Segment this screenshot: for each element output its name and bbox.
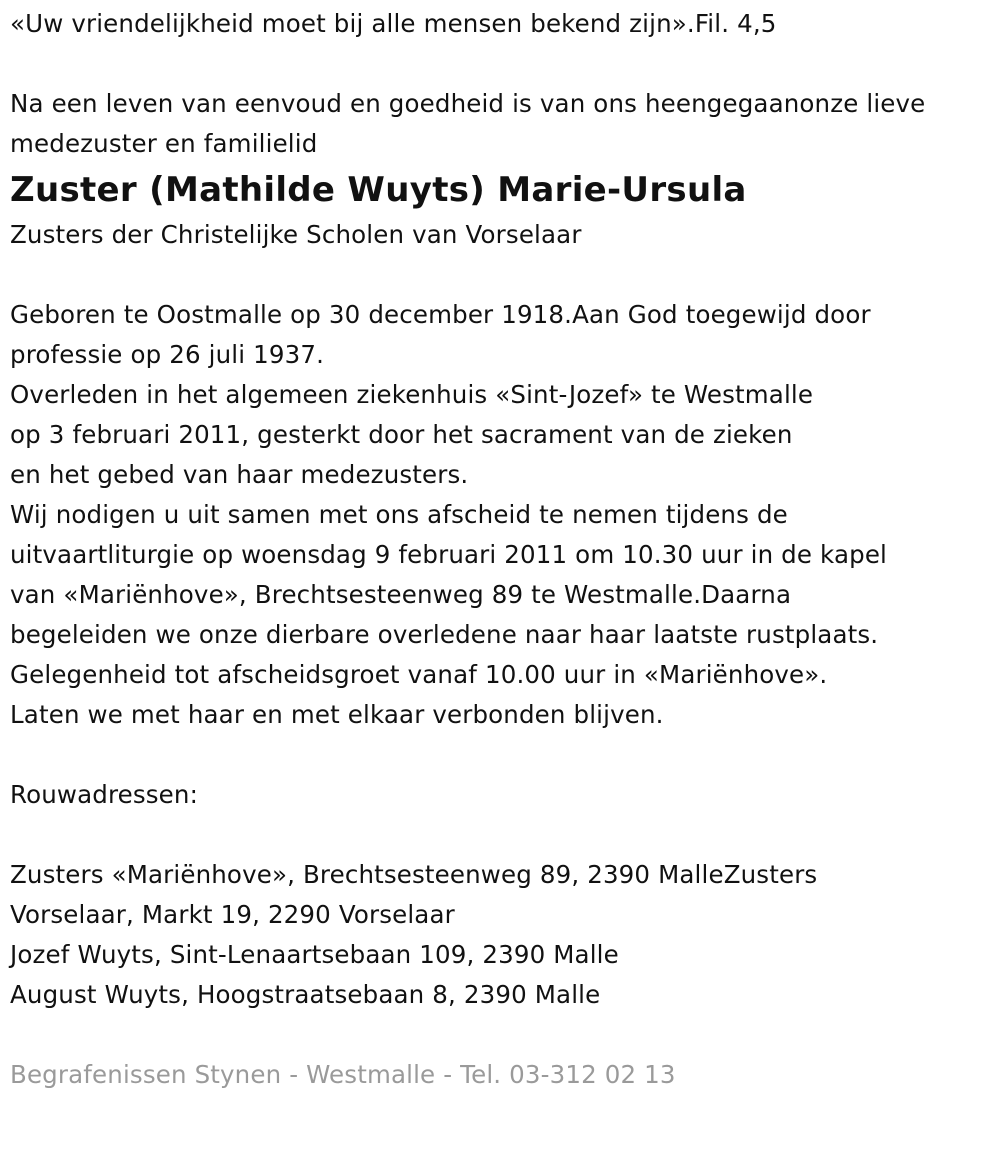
death-notice <box>10 4 995 1095</box>
spacer <box>10 1015 995 1055</box>
details-line: Wij nodigen u uit samen met ons afscheid te nemen tijdens de <box>10 500 788 529</box>
details-line: professie op 26 juli 1937. <box>10 340 325 369</box>
address-line: Zusters «Mariënhove», Brechtsesteenweg 89, 2390 MalleZusters <box>10 860 818 889</box>
details-line: Gelegenheid tot afscheidsgroet vanaf 10.00 uur in «Mariënhove». <box>10 660 828 689</box>
details-line: Overleden in het algemeen ziekenhuis «Sint-Jozef» te Westmalle <box>10 380 814 409</box>
addresses-heading: Rouwadressen: <box>10 780 198 809</box>
address-line: Vorselaar, Markt 19, 2290 Vorselaar <box>10 900 455 929</box>
spacer <box>10 44 995 84</box>
intro-line: medezuster en familielid <box>10 129 318 158</box>
address-line: August Wuyts, Hoogstraatsebaan 8, 2390 Malle <box>10 980 601 1009</box>
congregation: Zusters der Christelijke Scholen van Vorselaar <box>10 220 582 249</box>
details-line: van «Mariënhove», Brechtsesteenweg 89 te Westmalle.Daarna <box>10 580 792 609</box>
address-line: Jozef Wuyts, Sint-Lenaartsebaan 109, 2390 Malle <box>10 940 619 969</box>
intro-line: Na een leven van eenvoud en goedheid is van ons heengegaanonze lieve <box>10 89 926 118</box>
details-line: uitvaartliturgie op woensdag 9 februari 2011 om 10.30 uur in de kapel <box>10 540 888 569</box>
details-line: begeleiden we onze dierbare overledene naar haar laatste rustplaats. <box>10 620 879 649</box>
details-line: op 3 februari 2011, gesterkt door het sacrament van de zieken <box>10 420 793 449</box>
spacer <box>10 255 995 295</box>
bible-verse: «Uw vriendelijkheid moet bij alle mensen bekend zijn».Fil. 4,5 <box>10 9 777 38</box>
details-line: Geboren te Oostmalle op 30 december 1918.Aan God toegewijd door <box>10 300 871 329</box>
spacer <box>10 815 995 855</box>
funeral-home-footer: Begrafenissen Stynen - Westmalle - Tel. 03-312 02 13 <box>10 1060 676 1089</box>
spacer <box>10 735 995 775</box>
details-line: Laten we met haar en met elkaar verbonden blijven. <box>10 700 664 729</box>
details-line: en het gebed van haar medezusters. <box>10 460 469 489</box>
deceased-name: Zuster (Mathilde Wuyts) Marie-Ursula <box>10 170 747 210</box>
